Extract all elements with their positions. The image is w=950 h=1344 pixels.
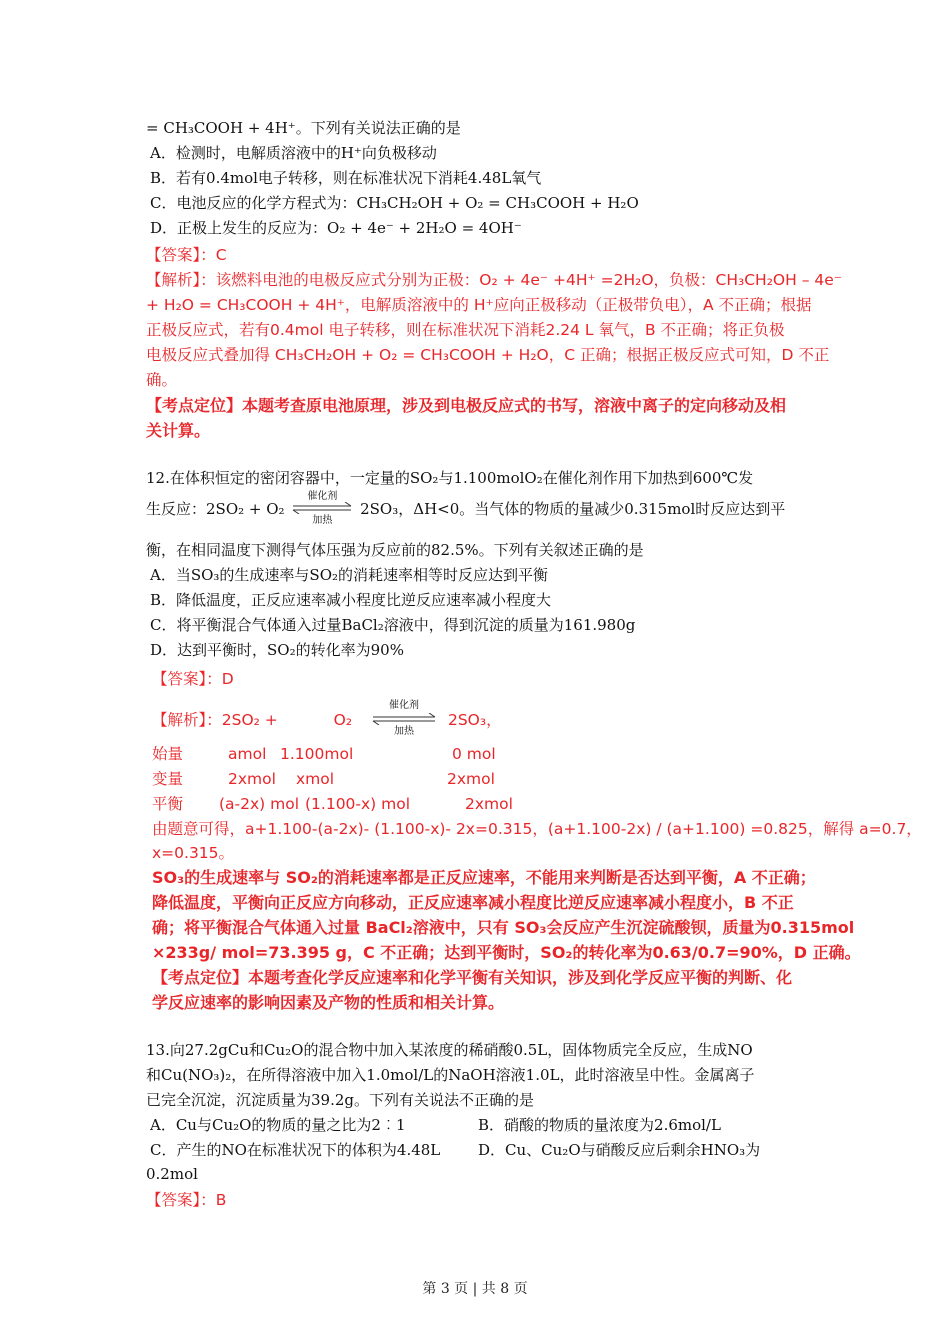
q12-answer: 【答案】：D (152, 670, 234, 688)
q11-kaodian: 【考点定位】本题考查原电池原理，涉及到电极反应式的书写，溶液中离子的定向移动及相 (146, 396, 787, 415)
q13-option-d-cont: 0.2mol (146, 1165, 198, 1183)
table-cell: xmol (296, 770, 335, 788)
q12-analysis-line: 由题意可得，a+1.100-(a-2x)- (1.100-x)- 2x=0.315，(a+1.100-2x) / (a+1.100) =0.825，解得 a=0.7， (152, 820, 922, 838)
q11-stem-tail: = CH₃COOH + 4H⁺。下列有关说法正确的是 (146, 119, 461, 137)
table-cell: (a-2x) mol (219, 795, 300, 813)
heat-label: 加热 (394, 725, 415, 737)
q12-kaodian: 学反应速率的影响因素及产物的性质和相关计算。 (152, 993, 505, 1012)
q12-option-a: A．当SO₃的生成速率与SO₂的消耗速率相等时反应达到平衡 (150, 566, 549, 584)
q12-analysis-o2: O₂ (333, 711, 353, 729)
q11-kaodian: 关计算。 (146, 421, 211, 440)
table-cell: (1.100-x) mol (305, 795, 411, 813)
q13-option-b: B．硝酸的物质的量浓度为2.6mol/L (478, 1116, 721, 1134)
q11-option-b: B．若有0.4mol电子转移，则在标准状况下消耗4.48L氧气 (150, 169, 542, 187)
catalyst-label: 催化剂 (389, 699, 420, 711)
reversible-arrow-icon (371, 699, 437, 737)
q12-stem-line: 12.在体积恒定的密闭容器中，一定量的SO₂与1.100molO₂在催化剂作用下加热到600℃发 (146, 469, 754, 487)
heat-label: 加热 (312, 515, 333, 526)
q12-analysis-line: SO₃的生成速率与 SO₂的消耗速率都是正反应速率，不能用来判断是否达到平衡，A 不正确； (152, 868, 816, 887)
q13-stem-line: 13.向27.2gCu和Cu₂O的混合物中加入某浓度的稀硝酸0.5L，固体物质完全反应，生成NO (146, 1041, 753, 1059)
q12-analysis-line: 确；将平衡混合气体通入过量 BaCl₂溶液中，只有 SO₃会反应产生沉淀硫酸钡，质量为0.315mol (152, 918, 855, 937)
catalyst-label: 催化剂 (307, 491, 338, 502)
q12-option-d: D．达到平衡时，SO₂的转化率为90% (150, 641, 404, 659)
q11-option-c: C．电池反应的化学方程式为：CH₃CH₂OH + O₂ = CH₃COOH + H₂O (150, 194, 639, 212)
q12-kaodian: 【考点定位】本题考查化学反应速率和化学平衡有关知识，涉及到化学反应平衡的判断、化 (152, 968, 793, 987)
q11-analysis-line: + H₂O = CH₃COOH + 4H⁺，电解质溶液中的 H⁺应向正极移动（正极带负电），A 不正确；根据 (146, 296, 812, 314)
reversible-arrow-icon (291, 491, 353, 526)
table-row-label: 变量 (152, 770, 184, 788)
q13-stem-line: 已完全沉淀，沉淀质量为39.2g。下列有关说法不正确的是 (146, 1091, 535, 1109)
q12-analysis-line: ×233g/ mol=73.395 g，C 不正确；达到平衡时，SO₂的转化率为0.63/0.7=90%，D 正确。 (152, 943, 861, 962)
q12-analysis-equation (152, 699, 502, 737)
q11-answer: 【答案】：C (146, 246, 227, 264)
q12-option-c: C．将平衡混合气体通入过量BaCl₂溶液中，得到沉淀的质量为161.980g (150, 616, 636, 634)
q12-analysis-so3: 2SO₃， (447, 711, 502, 729)
table-cell: 0 mol (452, 745, 496, 763)
q13-option-a: A．Cu与Cu₂O的物质的量之比为2︰1 (150, 1116, 406, 1134)
q12-stem-line: 衡，在相同温度下测得气体压强为反应前的82.5%。下列有关叙述正确的是 (146, 541, 644, 559)
table-cell: 2xmol (465, 795, 513, 813)
table-cell: 1.100mol (280, 745, 354, 763)
q12-stem-pre: 生反应：2SO₂ + O₂ (146, 500, 285, 518)
q11-analysis-line: 电极反应式叠加得 CH₃CH₂OH + O₂ = CH₃COOH + H₂O，C 正确；根据正极反应式可知，D 不正 (146, 346, 830, 364)
q12-stem-post: 2SO₃，ΔH<0。当气体的物质的量减少0.315mol时反应达到平 (360, 500, 786, 518)
q12-option-b: B．降低温度，正反应速率减小程度比逆反应速率减小程度大 (150, 591, 552, 609)
q12-analysis-line: x=0.315。 (152, 844, 235, 862)
q11-analysis-line: 【解析】：该燃料电池的电极反应式分别为正极：O₂ + 4e⁻ +4H⁺ =2H₂O，负极：CH₃CH₂OH – 4e⁻ (146, 271, 842, 289)
q11-option-a: A．检测时，电解质溶液中的H⁺向负极移动 (150, 144, 437, 162)
table-cell: amol (228, 745, 267, 763)
table-row-label: 始量 (152, 745, 184, 763)
q12-stem-equation-line (146, 491, 786, 526)
table-row-label: 平衡 (152, 795, 184, 813)
q11-analysis-line: 正极反应式，若有0.4mol 电子转移，则在标准状况下消耗2.24 L 氧气，B 不正确；将正负极 (146, 321, 785, 339)
table-cell: 2xmol (228, 770, 276, 788)
page-footer: 第 3 页 | 共 8 页 (422, 1281, 528, 1297)
q11-analysis-line: 确。 (146, 371, 178, 389)
q11-option-d: D．正极上发生的反应为：O₂ + 4e⁻ + 2H₂O = 4OH⁻ (150, 219, 522, 237)
q13-stem-line: 和Cu(NO₃)₂，在所得溶液中加入1.0mol/L的NaOH溶液1.0L，此时溶液呈中性。金属离子 (146, 1066, 755, 1084)
q13-option-c: C．产生的NO在标准状况下的体积为4.48L (150, 1141, 441, 1159)
q13-answer: 【答案】：B (146, 1191, 227, 1209)
q12-analysis-head: 【解析】：2SO₂ + (152, 711, 278, 729)
table-cell: 2xmol (447, 770, 495, 788)
q13-option-d: D．Cu、Cu₂O与硝酸反应后剩余HNO₃为 (478, 1141, 761, 1159)
q12-analysis-line: 降低温度，平衡向正反应方向移动，正反应速率减小程度比逆反应速率减小程度小，B 不正 (152, 893, 794, 912)
